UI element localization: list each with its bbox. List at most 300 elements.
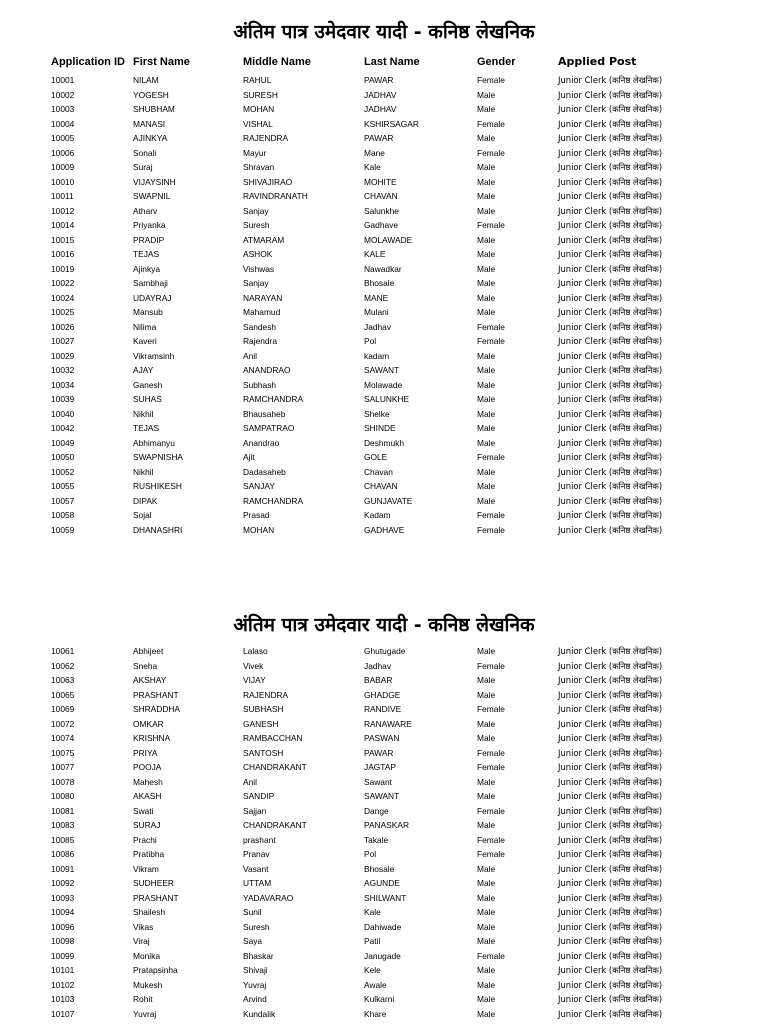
table-row <box>0 789 768 804</box>
cell-last-name: SAWANT <box>364 365 400 375</box>
cell-gender: Male <box>477 437 496 448</box>
cell-applied-post: Junior Clerk (कनिष्ठ लेखनिक) <box>558 704 663 714</box>
cell-applied-post: Junior Clerk (कनिष्ठ लेखनिक) <box>558 466 663 477</box>
cell-gender: Male <box>477 481 496 491</box>
cell-middle-name: Anandrao <box>243 437 280 448</box>
cell-gender: Male <box>477 249 496 259</box>
cell-application-id: 10069 <box>51 704 75 714</box>
cell-application-id: 10004 <box>51 118 75 129</box>
cell-middle-name: YADAVARAO <box>243 892 294 903</box>
cell-middle-name: RAHUL <box>243 75 272 85</box>
cell-first-name: Sonali <box>133 147 157 158</box>
cell-gender: Male <box>477 379 496 390</box>
cell-first-name: TEJAS <box>133 249 160 259</box>
cell-gender: Female <box>477 849 505 859</box>
cell-gender: Male <box>477 466 496 477</box>
cell-gender: Female <box>477 75 505 85</box>
cell-middle-name: SURESH <box>243 89 278 100</box>
cell-gender: Female <box>477 452 505 462</box>
cell-gender: Male <box>477 278 496 288</box>
cell-applied-post: Junior Clerk (कनिष्ठ लेखनिक) <box>558 878 663 888</box>
cell-middle-name: RAMCHANDRA <box>243 394 304 404</box>
cell-last-name: Khare <box>364 1008 387 1019</box>
cell-first-name: Viraj <box>133 936 150 946</box>
cell-application-id: 10096 <box>51 921 75 932</box>
cell-gender: Male <box>477 292 496 303</box>
cell-gender: Female <box>477 834 505 845</box>
cell-middle-name: SAMPATRAO <box>243 423 295 433</box>
cell-applied-post: Junior Clerk (कनिष्ठ लेखनिक) <box>558 307 663 317</box>
cell-first-name: Sambhaji <box>133 278 168 288</box>
cell-middle-name: Sandesh <box>243 321 277 332</box>
cell-last-name: SALUNKHE <box>364 394 410 404</box>
cell-gender: Male <box>477 495 496 506</box>
cell-gender: Male <box>477 423 496 433</box>
table-row <box>0 320 768 335</box>
cell-middle-name: Mayur <box>243 147 267 158</box>
cell-applied-post: Junior Clerk (कनिष्ठ लेखनिक) <box>558 263 663 274</box>
cell-last-name: Janugade <box>364 950 401 961</box>
cell-first-name: DHANASHRI <box>133 524 183 535</box>
cell-gender: Female <box>477 950 505 961</box>
cell-application-id: 10093 <box>51 892 75 903</box>
cell-middle-name: SANTOSH <box>243 747 284 758</box>
cell-gender: Male <box>477 646 496 656</box>
cell-last-name: KALE <box>364 249 386 259</box>
cell-application-id: 10072 <box>51 718 75 729</box>
table-row <box>0 305 768 320</box>
cell-application-id: 10016 <box>51 249 75 259</box>
cell-last-name: RANAWARE <box>364 718 412 729</box>
cell-middle-name: VISHAL <box>243 118 273 129</box>
cell-application-id: 10101 <box>51 965 75 975</box>
cell-last-name: PASWAN <box>364 733 400 743</box>
table-row <box>0 189 768 204</box>
cell-middle-name: Vivek <box>243 660 264 671</box>
cell-applied-post: Junior Clerk (कनिष्ठ लेखनिक) <box>558 292 663 303</box>
cell-gender: Female <box>477 762 505 772</box>
cell-first-name: TEJAS <box>133 423 160 433</box>
cell-first-name: Monika <box>133 950 160 961</box>
cell-gender: Female <box>477 220 505 230</box>
cell-gender: Male <box>477 820 496 830</box>
cell-applied-post: Junior Clerk (कनिष्ठ लेखनिक) <box>558 205 663 216</box>
cell-first-name: Prachi <box>133 834 157 845</box>
cell-middle-name: RAJENDRA <box>243 689 289 700</box>
cell-application-id: 10006 <box>51 147 75 158</box>
cell-last-name: Patil <box>364 936 381 946</box>
cell-middle-name: Anil <box>243 776 257 787</box>
cell-middle-name: Subhash <box>243 379 277 390</box>
cell-gender: Male <box>477 307 496 317</box>
cell-application-id: 10011 <box>51 191 74 201</box>
cell-applied-post: Junior Clerk (कनिष्ठ लेखनिक) <box>558 791 663 801</box>
page-title: अंतिम पात्र उमेदवार यादी - कनिष्ठ लेखनिक <box>233 21 535 43</box>
cell-applied-post: Junior Clerk (कनिष्ठ लेखनिक) <box>558 863 663 874</box>
cell-middle-name: Mahamud <box>243 307 281 317</box>
cell-middle-name: NARAYAN <box>243 292 283 303</box>
cell-application-id: 10012 <box>51 205 75 216</box>
cell-middle-name: Shivaji <box>243 965 268 975</box>
table-row <box>0 233 768 248</box>
table-row <box>0 702 768 717</box>
cell-application-id: 10039 <box>51 394 75 404</box>
cell-last-name: Nawadkar <box>364 263 402 274</box>
cell-applied-post: Junior Clerk (कनिष्ठ लेखनिक) <box>558 689 663 700</box>
cell-middle-name: RAJENDRA <box>243 133 289 143</box>
cell-last-name: PANASKAR <box>364 820 409 830</box>
cell-first-name: SUDHEER <box>133 878 174 888</box>
cell-gender: Male <box>477 776 496 787</box>
cell-applied-post: Junior Clerk (कनिष्ठ लेखनिक) <box>558 321 663 332</box>
header-last-name: Last Name <box>364 56 420 68</box>
cell-middle-name: SANJAY <box>243 481 275 491</box>
cell-middle-name: Suresh <box>243 220 270 230</box>
cell-applied-post: Junior Clerk (कनिष्ठ लेखनिक) <box>558 379 663 390</box>
cell-applied-post: Junior Clerk (कनिष्ठ लेखनिक) <box>558 278 663 288</box>
table-row <box>0 920 768 935</box>
cell-first-name: Mukesh <box>133 979 163 990</box>
cell-application-id: 10022 <box>51 278 75 288</box>
table-row <box>0 862 768 877</box>
cell-middle-name: Pranav <box>243 849 270 859</box>
table-row <box>0 673 768 688</box>
table-row <box>0 160 768 175</box>
cell-last-name: MANE <box>364 292 389 303</box>
cell-application-id: 10083 <box>51 820 75 830</box>
cell-gender: Female <box>477 118 505 129</box>
cell-first-name: PRADIP <box>133 234 165 245</box>
cell-first-name: Vikram <box>133 863 159 874</box>
cell-applied-post: Junior Clerk (कनिष्ठ लेखनिक) <box>558 191 663 201</box>
cell-last-name: Kadam <box>364 510 391 520</box>
cell-last-name: Mulani <box>364 307 389 317</box>
cell-middle-name: Shravan <box>243 162 275 172</box>
cell-application-id: 10099 <box>51 950 75 961</box>
cell-gender: Male <box>477 718 496 729</box>
cell-application-id: 10061 <box>51 646 75 656</box>
table-row <box>0 421 768 436</box>
table-row <box>0 934 768 949</box>
cell-gender: Male <box>477 191 496 201</box>
cell-last-name: JADHAV <box>364 89 397 100</box>
cell-applied-post: Junior Clerk (कनिष्ठ लेखनिक) <box>558 75 663 85</box>
cell-last-name: Takale <box>364 834 389 845</box>
cell-first-name: SURAJ <box>133 820 161 830</box>
cell-middle-name: ASHOK <box>243 249 273 259</box>
cell-first-name: NILAM <box>133 75 159 85</box>
table-row <box>0 775 768 790</box>
cell-last-name: MOHITE <box>364 176 397 187</box>
cell-first-name: Priyanka <box>133 220 166 230</box>
cell-gender: Male <box>477 878 496 888</box>
cell-applied-post: Junior Clerk (कनिष्ठ लेखनिक) <box>558 950 663 961</box>
table-row <box>0 102 768 117</box>
cell-applied-post: Junior Clerk (कनिष्ठ लेखनिक) <box>558 994 663 1004</box>
cell-middle-name: VIJAY <box>243 675 266 685</box>
cell-applied-post: Junior Clerk (कनिष्ठ लेखनिक) <box>558 365 663 375</box>
cell-application-id: 10085 <box>51 834 75 845</box>
cell-application-id: 10055 <box>51 481 75 491</box>
cell-last-name: SHINDE <box>364 423 396 433</box>
table-row <box>0 276 768 291</box>
cell-last-name: SAWANT <box>364 791 400 801</box>
cell-first-name: Nikhil <box>133 466 154 477</box>
cell-middle-name: SUBHASH <box>243 704 284 714</box>
cell-application-id: 10005 <box>51 133 75 143</box>
cell-middle-name: Sanjay <box>243 278 269 288</box>
cell-gender: Female <box>477 747 505 758</box>
cell-applied-post: Junior Clerk (कनिष्ठ लेखनिक) <box>558 921 663 932</box>
cell-middle-name: Lalaso <box>243 646 268 656</box>
cell-application-id: 10102 <box>51 979 75 990</box>
cell-gender: Male <box>477 408 496 419</box>
cell-gender: Male <box>477 892 496 903</box>
cell-middle-name: Yuvraj <box>243 979 267 990</box>
cell-last-name: GADHAVE <box>364 524 405 535</box>
cell-first-name: Pratibha <box>133 849 165 859</box>
cell-middle-name: ANANDRAO <box>243 365 291 375</box>
cell-gender: Male <box>477 689 496 700</box>
cell-applied-post: Junior Clerk (कनिष्ठ लेखनिक) <box>558 849 663 859</box>
table-row <box>0 731 768 746</box>
cell-applied-post: Junior Clerk (कनिष्ठ लेखनिक) <box>558 762 663 772</box>
table-row <box>0 688 768 703</box>
cell-middle-name: Rajendra <box>243 336 277 346</box>
cell-middle-name: RAMBACCHAN <box>243 733 303 743</box>
table-row <box>0 407 768 422</box>
cell-first-name: PRASHANT <box>133 892 179 903</box>
table-row <box>0 117 768 132</box>
cell-middle-name: Ajit <box>243 452 255 462</box>
table-row <box>0 760 768 775</box>
cell-application-id: 10015 <box>51 234 75 245</box>
table-body <box>0 73 768 537</box>
cell-application-id: 10092 <box>51 878 75 888</box>
cell-application-id: 10107 <box>51 1008 75 1019</box>
cell-last-name: PAWAR <box>364 133 394 143</box>
cell-middle-name: SANDIP <box>243 791 275 801</box>
table-row <box>0 494 768 509</box>
cell-gender: Male <box>477 350 496 361</box>
cell-application-id: 10065 <box>51 689 75 700</box>
cell-applied-post: Junior Clerk (कनिष्ठ लेखनिक) <box>558 249 663 259</box>
header-first-name: First Name <box>133 56 190 68</box>
cell-application-id: 10063 <box>51 675 75 685</box>
cell-applied-post: Junior Clerk (कनिष्ठ लेखनिक) <box>558 805 663 816</box>
table-row <box>0 378 768 393</box>
cell-gender: Male <box>477 162 496 172</box>
table-row <box>0 218 768 233</box>
cell-application-id: 10049 <box>51 437 75 448</box>
cell-last-name: RANDIVE <box>364 704 402 714</box>
cell-gender: Male <box>477 365 496 375</box>
cell-application-id: 10078 <box>51 776 75 787</box>
cell-first-name: Abhijeet <box>133 646 164 656</box>
cell-first-name: UDAYRAJ <box>133 292 172 303</box>
header-middle-name: Middle Name <box>243 56 311 68</box>
cell-first-name: DIPAK <box>133 495 158 506</box>
table-row <box>0 291 768 306</box>
cell-first-name: Swati <box>133 805 154 816</box>
cell-middle-name: Kundalik <box>243 1008 276 1019</box>
cell-last-name: PAWAR <box>364 75 394 85</box>
cell-first-name: AKSHAY <box>133 675 167 685</box>
cell-applied-post: Junior Clerk (कनिष्ठ लेखनिक) <box>558 104 663 114</box>
cell-application-id: 10058 <box>51 510 75 520</box>
cell-last-name: Ghutugade <box>364 646 406 656</box>
cell-application-id: 10024 <box>51 292 75 303</box>
cell-applied-post: Junior Clerk (कनिष्ठ लेखनिक) <box>558 776 663 787</box>
cell-first-name: Nikhil <box>133 408 154 419</box>
cell-application-id: 10077 <box>51 762 75 772</box>
table-row <box>0 717 768 732</box>
table-row <box>0 146 768 161</box>
cell-last-name: Pol <box>364 336 377 346</box>
table-header <box>0 51 768 73</box>
cell-applied-post: Junior Clerk (कनिष्ठ लेखनिक) <box>558 646 663 656</box>
cell-applied-post: Junior Clerk (कनिष्ठ लेखनिक) <box>558 675 663 685</box>
cell-gender: Male <box>477 675 496 685</box>
table-row <box>0 88 768 103</box>
cell-application-id: 10034 <box>51 379 75 390</box>
cell-gender: Male <box>477 965 496 975</box>
cell-first-name: Mahesh <box>133 776 163 787</box>
table-row <box>0 833 768 848</box>
cell-last-name: AGUNDE <box>364 878 400 888</box>
cell-middle-name: Arvind <box>243 994 267 1004</box>
cell-gender: Male <box>477 133 496 143</box>
table-row <box>0 804 768 819</box>
cell-gender: Female <box>477 524 505 535</box>
table-row <box>0 479 768 494</box>
cell-first-name: Sneha <box>133 660 158 671</box>
cell-application-id: 10098 <box>51 936 75 946</box>
table-row <box>0 949 768 964</box>
table-row <box>0 508 768 523</box>
cell-applied-post: Junior Clerk (कनिष्ठ लेखनिक) <box>558 660 663 671</box>
cell-last-name: Jadhav <box>364 321 392 332</box>
cell-last-name: Bhosale <box>364 863 395 874</box>
cell-middle-name: UTTAM <box>243 878 272 888</box>
header-applied-post: Applied Post <box>558 55 637 68</box>
cell-last-name: GOLE <box>364 452 388 462</box>
cell-application-id: 10027 <box>51 336 75 346</box>
cell-applied-post: Junior Clerk (कनिष्ठ लेखनिक) <box>558 234 663 245</box>
cell-first-name: PRIYA <box>133 747 158 758</box>
table-row <box>0 334 768 349</box>
cell-application-id: 10025 <box>51 307 75 317</box>
cell-gender: Female <box>477 510 505 520</box>
cell-gender: Male <box>477 791 496 801</box>
cell-first-name: Suraj <box>133 162 153 172</box>
cell-application-id: 10001 <box>51 75 75 85</box>
table-row <box>0 73 768 88</box>
cell-first-name: Ajinkya <box>133 263 160 274</box>
cell-applied-post: Junior Clerk (कनिष्ठ लेखनिक) <box>558 907 663 917</box>
cell-gender: Male <box>477 921 496 932</box>
cell-last-name: JAGTAP <box>364 762 396 772</box>
cell-middle-name: MOHAN <box>243 524 275 535</box>
cell-applied-post: Junior Clerk (कनिष्ठ लेखनिक) <box>558 408 663 419</box>
cell-last-name: Deshmukh <box>364 437 405 448</box>
cell-last-name: Pol <box>364 849 377 859</box>
cell-last-name: GUNJAVATE <box>364 495 413 506</box>
table-row <box>0 746 768 761</box>
cell-application-id: 10103 <box>51 994 75 1004</box>
cell-last-name: Bhosale <box>364 278 395 288</box>
cell-middle-name: RAMCHANDRA <box>243 495 304 506</box>
cell-first-name: Rohit <box>133 994 153 1004</box>
cell-middle-name: Vasant <box>243 863 269 874</box>
table-row <box>0 659 768 674</box>
cell-last-name: PAWAR <box>364 747 394 758</box>
cell-middle-name: Anil <box>243 350 257 361</box>
cell-middle-name: Sunil <box>243 907 262 917</box>
cell-gender: Male <box>477 176 496 187</box>
cell-gender: Male <box>477 205 496 216</box>
cell-middle-name: Sanjay <box>243 205 269 216</box>
cell-application-id: 10029 <box>51 350 75 361</box>
cell-application-id: 10003 <box>51 104 75 114</box>
cell-first-name: SUHAS <box>133 394 162 404</box>
cell-first-name: MANASI <box>133 118 166 129</box>
cell-middle-name: prashant <box>243 834 276 845</box>
table-row <box>0 891 768 906</box>
cell-last-name: Kale <box>364 907 381 917</box>
cell-gender: Male <box>477 89 496 100</box>
cell-application-id: 10010 <box>51 176 75 187</box>
table-row <box>0 978 768 993</box>
cell-application-id: 10026 <box>51 321 75 332</box>
cell-first-name: OMKAR <box>133 718 164 729</box>
cell-last-name: Mane <box>364 147 385 158</box>
cell-middle-name: Sajjan <box>243 805 267 816</box>
table-row <box>0 436 768 451</box>
table-row <box>0 204 768 219</box>
cell-application-id: 10040 <box>51 408 75 419</box>
cell-application-id: 10075 <box>51 747 75 758</box>
cell-middle-name: CHANDRAKANT <box>243 820 307 830</box>
table-row <box>0 450 768 465</box>
cell-applied-post: Junior Clerk (कनिष्ठ लेखनिक) <box>558 936 663 946</box>
cell-first-name: Mansub <box>133 307 163 317</box>
cell-first-name: Abhimanyu <box>133 437 175 448</box>
cell-applied-post: Junior Clerk (कनिष्ठ लेखनिक) <box>558 176 663 187</box>
cell-first-name: Atharv <box>133 205 158 216</box>
cell-first-name: POOJA <box>133 762 162 772</box>
cell-applied-post: Junior Clerk (कनिष्ठ लेखनिक) <box>558 481 663 491</box>
cell-last-name: Awale <box>364 979 387 990</box>
cell-application-id: 10080 <box>51 791 75 801</box>
cell-first-name: PRASHANT <box>133 689 179 700</box>
cell-gender: Male <box>477 936 496 946</box>
table-body <box>0 644 768 1021</box>
header-application-id: Application ID <box>51 56 125 68</box>
cell-first-name: Kaveri <box>133 336 157 346</box>
cell-applied-post: Junior Clerk (कनिष्ठ लेखनिक) <box>558 1008 663 1019</box>
cell-applied-post: Junior Clerk (कनिष्ठ लेखनिक) <box>558 162 663 172</box>
cell-applied-post: Junior Clerk (कनिष्ठ लेखनिक) <box>558 394 663 404</box>
cell-applied-post: Junior Clerk (कनिष्ठ लेखनिक) <box>558 147 663 158</box>
cell-last-name: MOLAWADE <box>364 234 413 245</box>
table-row <box>0 644 768 659</box>
cell-application-id: 10002 <box>51 89 75 100</box>
cell-last-name: CHAVAN <box>364 191 398 201</box>
cell-gender: Male <box>477 394 496 404</box>
cell-last-name: Sawant <box>364 776 392 787</box>
cell-gender: Male <box>477 863 496 874</box>
